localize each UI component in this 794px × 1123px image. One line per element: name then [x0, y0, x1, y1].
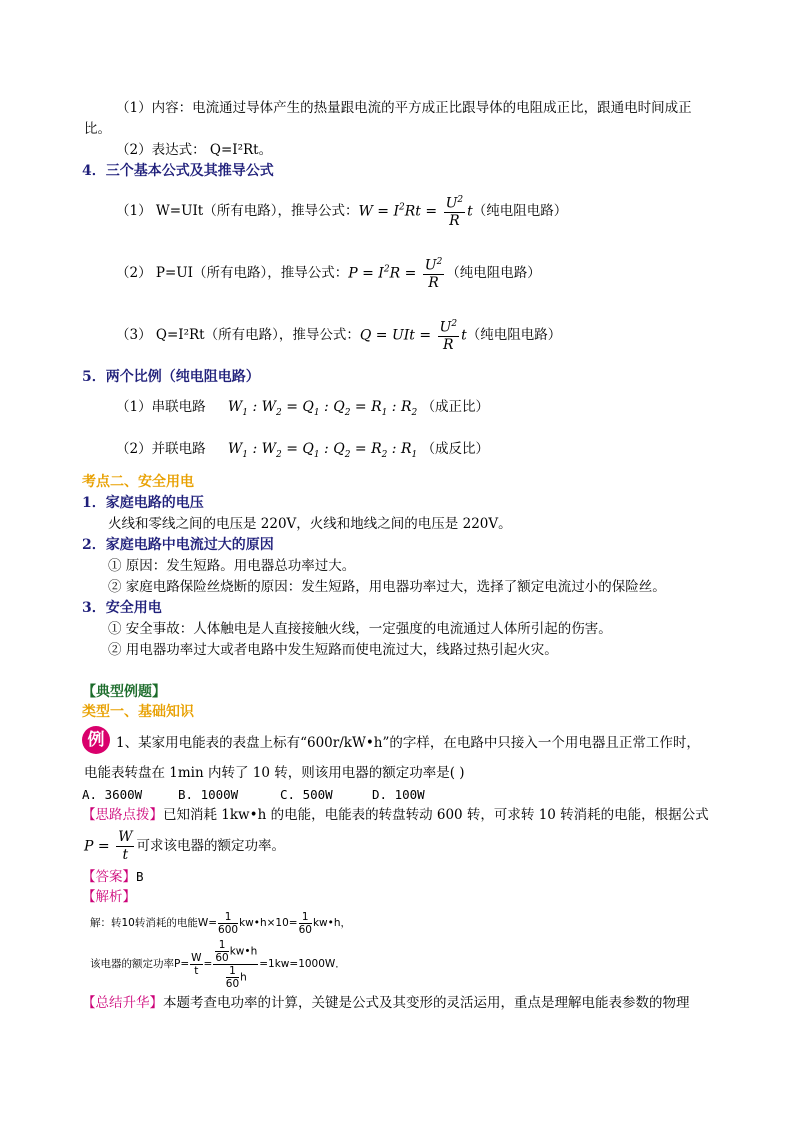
- fraction: $\frac{W}{t}$: [191, 951, 202, 977]
- compound-fraction: $\frac{1}{60}$ kw•h $\frac{1}{60}$ h: [215, 938, 258, 990]
- list-item: ② 家庭电路保险丝烧断的原因：发生短路，用电器功率过大，选择了额定电流过小的保险丝。: [108, 579, 666, 595]
- ratio-row: [116, 440, 489, 464]
- ratio-formula: $W_1$ : $W_2 = Q_1$ : $Q_2 = R_2$ : $R_1$: [227, 441, 418, 460]
- option-d: D. 100W: [372, 787, 425, 802]
- hint-formula-line: [84, 826, 285, 866]
- derived-formula: Q = UIt = $\frac{U^2}{R}$ t: [360, 316, 467, 355]
- list-item: ① 原因：发生短路。用电器总功率过大。: [108, 558, 356, 574]
- answer-line: [82, 868, 144, 886]
- ratio-label: （1）串联电路: [116, 399, 206, 415]
- section-heading: 5．两个比例（纯电阻电路）: [82, 369, 260, 385]
- question-line: 电能表转盘在 1min 内转了 10 转，则该用电器的额定功率是( ): [84, 765, 465, 781]
- option-a: A. 3600W: [82, 787, 143, 802]
- section-heading: 4．三个基本公式及其推导公式: [82, 163, 274, 179]
- formula-row: [116, 190, 567, 232]
- content-line: 火线和零线之间的电压是 220V，火线和地线之间的电压是 220V。: [108, 516, 512, 532]
- solution-text: kw•h，: [312, 917, 351, 929]
- summary-tag: 【总结升华】: [82, 995, 163, 1011]
- formula-label: （2） P=UI（所有电路），推导公式：: [116, 265, 349, 281]
- formula-note: （纯电阻电路）: [472, 203, 568, 219]
- fraction: $\frac{1}{600}$: [218, 910, 239, 936]
- summary-text: 本题考查电功率的计算，关键是公式及其变形的灵活运用，重点是理解电能表参数的物理: [163, 995, 690, 1011]
- formula-label: （1） W=UIt（所有电路），推导公式：: [116, 203, 359, 219]
- power-formula: P = $\frac{W}{t}$: [84, 828, 133, 863]
- content-line: 比。: [84, 121, 111, 137]
- formula-line: （2）表达式： Q=I²Rt。: [116, 142, 273, 158]
- content-line: （1）内容：电流通过导体产生的热量跟电流的平方成正比跟导体的电阻成正比，跟通电时间成正: [116, 100, 692, 116]
- hint-line: [82, 806, 709, 824]
- solution-text: kw•h×10=: [239, 917, 298, 929]
- kaodian-heading: 考点二、安全用电: [82, 474, 194, 490]
- hint-text: 可求该电器的额定功率。: [136, 838, 285, 854]
- derived-formula: $P = I^2R$ = $\frac{U^2}{R}$: [348, 254, 446, 293]
- ratio-label: （2）并联电路: [116, 441, 206, 457]
- option-b: B. 1000W: [178, 787, 239, 802]
- hint-text: 已知消耗 1kw•h 的电能，电能表的转盘转动 600 转，可求转 10 转消耗的电能，根据公式: [163, 807, 709, 823]
- answer-tag: 【答案】: [82, 869, 136, 885]
- question-line: 1、某家用电能表的表盘上标有“600r/kW•h”的字样，在电路中只接入一个用电器且正常工作时，: [116, 735, 700, 751]
- list-item: ② 用电器功率过大或者电路中发生短路而使电流过大，线路过热引起火灾。: [108, 642, 558, 658]
- section-heading: 3．安全用电: [82, 600, 162, 616]
- formula-row: [116, 314, 561, 356]
- formula-label: （3） Q=I²Rt（所有电路），推导公式：: [116, 327, 360, 343]
- section-heading: 2．家庭电路中电流过大的原因: [82, 537, 274, 553]
- solution-text: =1kw=1000W．: [259, 958, 346, 970]
- formula-note: （纯电阻电路）: [446, 265, 541, 281]
- answer-value: B: [136, 869, 144, 884]
- summary-line: [82, 994, 690, 1012]
- ratio-note: （成反比）: [421, 441, 490, 457]
- option-c: C. 500W: [280, 787, 333, 802]
- example-badge: 例: [82, 726, 110, 754]
- type-heading: 类型一、基础知识: [82, 704, 194, 720]
- ratio-note: （成正比）: [421, 399, 490, 415]
- solution-text: 解：转10转消耗的电能W=: [90, 917, 218, 929]
- section-heading: 1．家庭电路的电压: [82, 495, 204, 511]
- hint-tag: 【思路点拨】: [82, 807, 163, 823]
- analysis-tag: 【解析】: [82, 889, 136, 905]
- derived-formula: $W = I^2Rt$ = $\frac{U^2}{R}$ t: [358, 192, 472, 231]
- ratio-row: [116, 398, 489, 422]
- ratio-formula: $W_1$ : $W_2 = Q_1$ : $Q_2 = R_1$ : $R_2$: [227, 399, 418, 418]
- typical-examples-heading: 【典型例题】: [82, 684, 166, 700]
- fraction: $\frac{1}{60}$: [298, 910, 312, 936]
- formula-note: （纯电阻电路）: [466, 327, 562, 343]
- formula-row: [116, 252, 541, 294]
- list-item: ① 安全事故：人体触电是人直接接触火线，一定强度的电流通过人体所引起的伤害。: [108, 621, 612, 637]
- solution-line: 该电器的额定功率P= $\frac{W}{t}$ = $\frac{1}{60}$ kw•h $\frac{1}{60}$ h =1kw=1000W．: [90, 938, 346, 990]
- solution-text: 该电器的额定功率P=: [90, 958, 190, 970]
- solution-line: [90, 908, 351, 938]
